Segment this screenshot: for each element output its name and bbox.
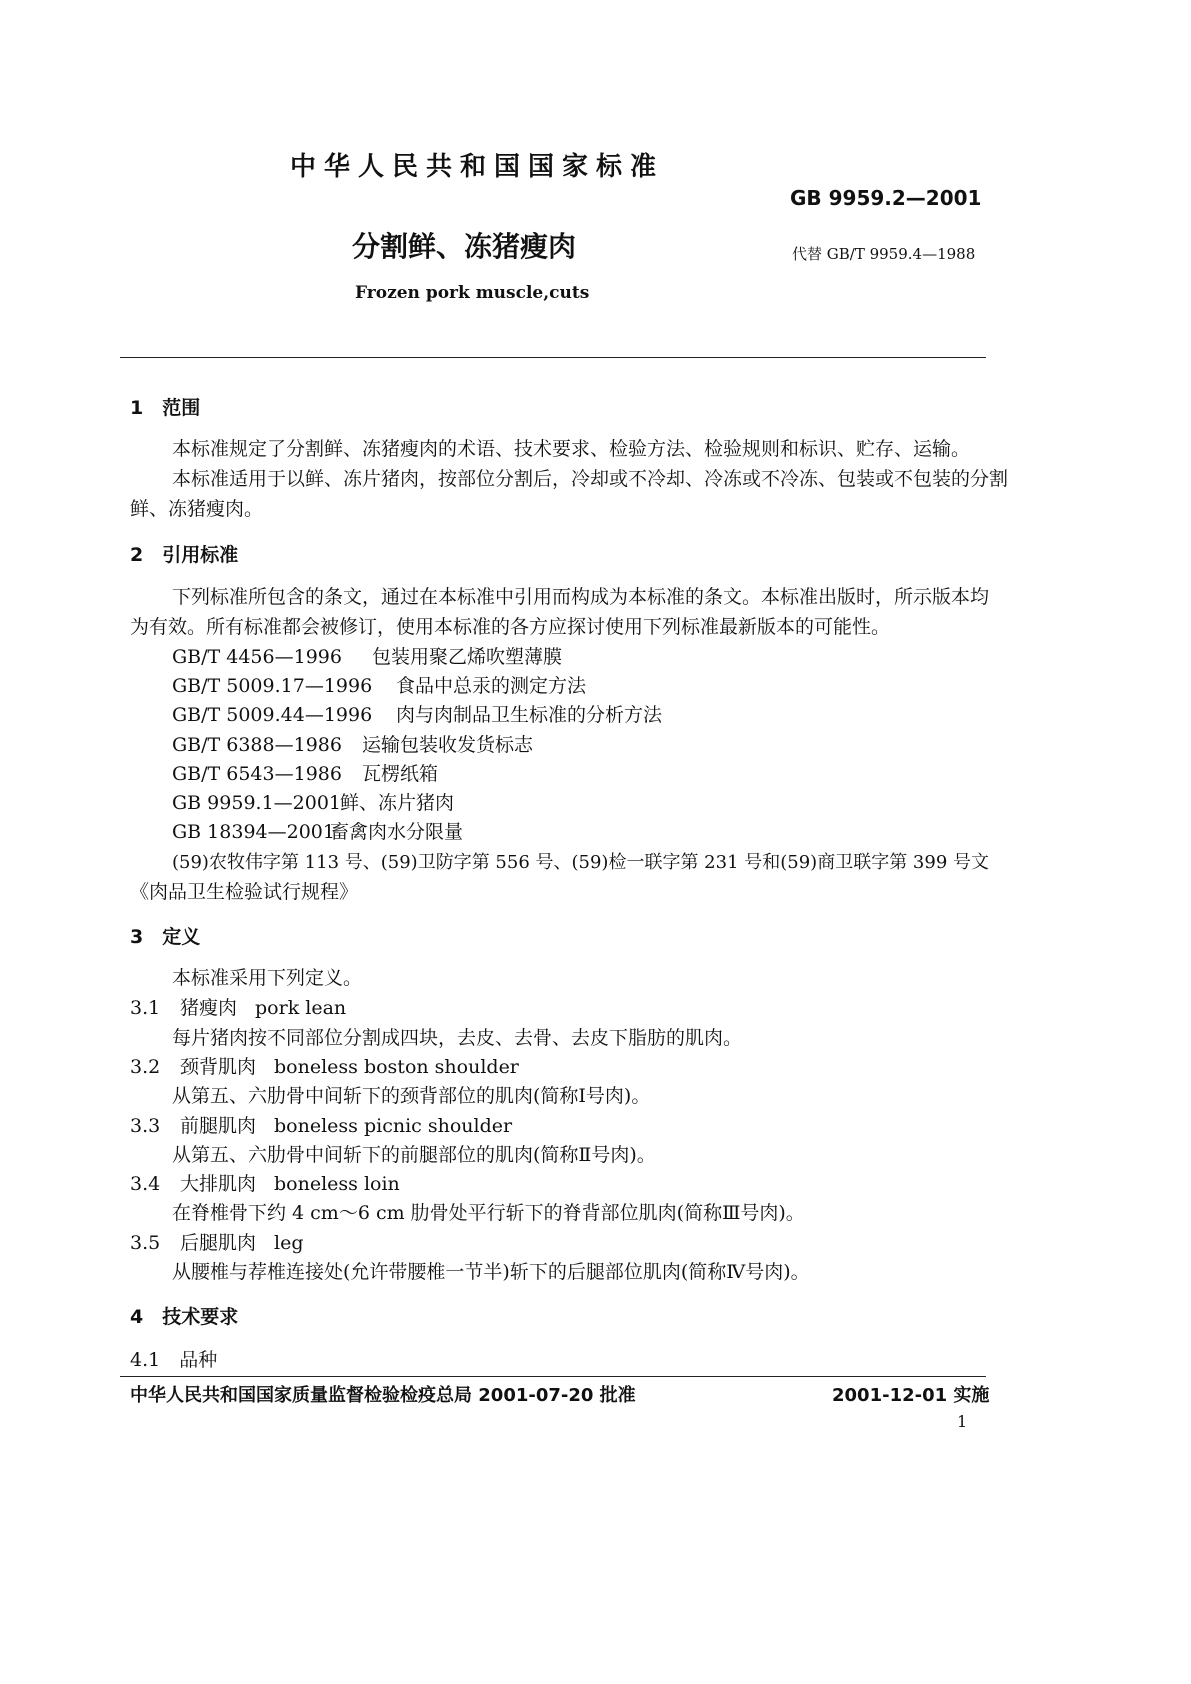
reference-item (172, 759, 438, 786)
reference-title: 运输包装收发货标志 (362, 734, 534, 756)
reference-code: GB/T 6543—1986 (172, 763, 342, 785)
reference-item (172, 700, 662, 727)
footer-divider (120, 1376, 986, 1377)
section-4-heading: 4 技术要求 (130, 1306, 239, 1328)
definition-description: 每片猪肉按不同部位分割成四块，去皮、去骨、去皮下脂肪的肌肉。 (172, 1027, 743, 1049)
definition-term-cn: 大排肌肉 (180, 1173, 257, 1195)
definition-term (130, 993, 346, 1020)
reference-item (172, 642, 562, 669)
definition-term-en: leg (274, 1232, 304, 1254)
section-2-intro-line-1: 下列标准所包含的条文，通过在本标准中引用而构成为本标准的条文。本标准出版时，所示版本均 (172, 586, 990, 608)
definition-term (130, 1228, 304, 1255)
section-1-para-2-line-2: 鲜、冻猪瘦肉。 (130, 498, 264, 520)
reference-code: GB/T 5009.44—1996 (172, 704, 373, 726)
definition-term (130, 1111, 512, 1138)
definition-term-cn: 猪瘦肉 (180, 997, 238, 1019)
definition-term (130, 1169, 400, 1196)
section-3-intro: 本标准采用下列定义。 (172, 967, 363, 989)
reference-item (172, 817, 463, 844)
definition-term-en: boneless picnic shoulder (274, 1115, 513, 1137)
page-number: 1 (957, 1412, 968, 1431)
section-2-extra-line-1: (59)农牧伟字第 113 号、(59)卫防字第 556 号、(59)检一联字第 231 号和(59)商卫联字第 399 号文 (172, 852, 989, 873)
section-2-intro-line-2: 为有效。所有标准都会被修订，使用本标准的各方应探讨使用下列标准最新版本的可能性。 (130, 616, 891, 638)
definition-description: 在脊椎骨下约 4 cm～6 cm 肋骨处平行斩下的脊背部位肌肉(简称Ⅲ号肉)。 (172, 1202, 805, 1224)
reference-code: GB/T 6388—1986 (172, 734, 342, 756)
definition-description: 从第五、六肋骨中间斩下的前腿部位的肌肉(简称Ⅱ号肉)。 (172, 1144, 656, 1166)
reference-title: 畜禽肉水分限量 (330, 821, 464, 843)
reference-code: GB/T 4456—1996 (172, 646, 342, 668)
document-title-cn: 分割鲜、冻猪瘦肉 (352, 230, 577, 263)
section-1-heading: 1 范围 (130, 397, 201, 419)
header-divider (120, 357, 986, 358)
approval-statement: 中华人民共和国国家质量监督检验检疫总局 2001-07-20 批准 (130, 1385, 636, 1406)
document-title-en: Frozen pork muscle,cuts (355, 283, 590, 303)
section-4-1-heading: 4.1 品种 (130, 1349, 218, 1371)
definition-number: 3.4 (130, 1173, 161, 1195)
definition-term-en: pork lean (255, 997, 347, 1019)
definition-term-cn: 颈背肌肉 (180, 1056, 257, 1078)
reference-code: GB 18394—2001 (172, 821, 335, 843)
definition-description: 从腰椎与荐椎连接处(允许带腰椎一节半)斩下的后腿部位肌肉(简称Ⅳ号肉)。 (172, 1261, 810, 1283)
reference-code: GB/T 5009.17—1996 (172, 675, 373, 697)
definition-term-cn: 后腿肌肉 (180, 1232, 257, 1254)
definition-term-cn: 前腿肌肉 (180, 1115, 257, 1137)
section-1-para-1: 本标准规定了分割鲜、冻猪瘦肉的术语、技术要求、检验方法、检验规则和标识、贮存、运输。 (172, 438, 971, 460)
reference-title: 瓦楞纸箱 (362, 763, 439, 785)
reference-title: 食品中总汞的测定方法 (396, 675, 587, 697)
effective-date: 2001-12-01 实施 (832, 1385, 990, 1406)
reference-item (172, 671, 586, 698)
definition-number: 3.5 (130, 1232, 161, 1254)
section-2-heading: 2 引用标准 (130, 544, 239, 566)
definition-term-en: boneless loin (274, 1173, 400, 1195)
standard-number: GB 9959.2—2001 (790, 186, 982, 210)
reference-item (172, 730, 533, 757)
replaces-note: 代替 GB/T 9959.4—1988 (792, 245, 976, 263)
section-3-heading: 3 定义 (130, 926, 201, 948)
section-1-para-2-line-1: 本标准适用于以鲜、冻片猪肉，按部位分割后，冷却或不冷却、冷冻或不冷冻、包装或不包装的分割 (172, 468, 1009, 490)
reference-title: 包装用聚乙烯吹塑薄膜 (372, 646, 563, 668)
section-2-extra-line-2: 《肉品卫生检验试行规程》 (130, 881, 359, 903)
definition-description: 从第五、六肋骨中间斩下的颈背部位的肌肉(简称Ⅰ号肉)。 (172, 1085, 651, 1107)
definition-number: 3.2 (130, 1056, 161, 1078)
definition-term-en: boneless boston shoulder (274, 1056, 519, 1078)
reference-item (172, 788, 454, 815)
org-title: 中华人民共和国国家标准 (290, 152, 665, 182)
reference-title: 肉与肉制品卫生标准的分析方法 (396, 704, 663, 726)
reference-title: 鲜、冻片猪肉 (340, 792, 455, 814)
definition-number: 3.1 (130, 997, 161, 1019)
reference-code: GB 9959.1—2001 (172, 792, 342, 814)
definition-term (130, 1052, 519, 1079)
definition-number: 3.3 (130, 1115, 161, 1137)
